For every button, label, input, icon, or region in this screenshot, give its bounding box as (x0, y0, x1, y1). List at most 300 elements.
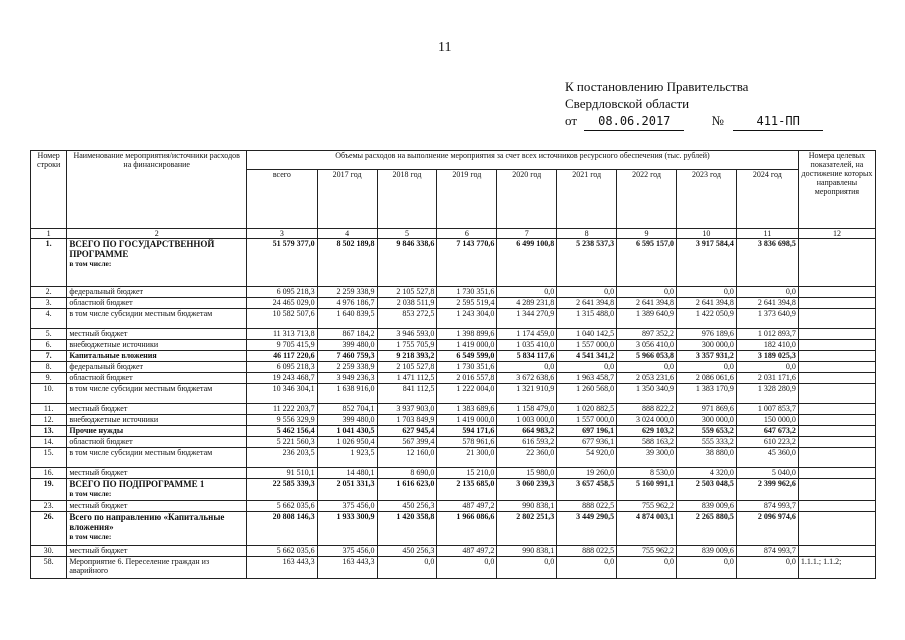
col-2024: 2024 год (736, 170, 798, 229)
col-row-no: Номер строки (31, 151, 67, 229)
value-cell: 0,0 (497, 557, 557, 579)
target-cell (798, 287, 875, 298)
value-cell: 3 357 931,2 (676, 351, 736, 362)
value-cell: 1 557 000,0 (557, 415, 617, 426)
row-name (67, 351, 247, 362)
target-cell (798, 512, 875, 546)
row-number: 13. (31, 426, 67, 437)
value-cell: 399 480,0 (317, 415, 377, 426)
value-cell: 1 419 000,0 (437, 340, 497, 351)
value-cell: 182 410,0 (736, 340, 798, 351)
value-cell: 163 443,3 (317, 557, 377, 579)
table-row (31, 351, 876, 362)
header-no-sign: № (711, 113, 724, 128)
target-cell (798, 329, 875, 340)
row-name-text: в том числе субсидии местным бюджетам (69, 384, 213, 393)
target-cell (798, 309, 875, 329)
row-name (67, 468, 247, 479)
col-2020: 2020 год (497, 170, 557, 229)
value-cell: 45 360,0 (736, 448, 798, 468)
row-name-text: Прочие нужды (69, 426, 124, 435)
value-cell: 2 641 394,8 (736, 298, 798, 309)
value-cell: 1 703 849,9 (377, 415, 437, 426)
value-cell: 0,0 (617, 362, 677, 373)
value-cell: 2 641 394,8 (676, 298, 736, 309)
value-cell: 0,0 (736, 287, 798, 298)
row-number: 23. (31, 501, 67, 512)
target-cell (798, 437, 875, 448)
value-cell: 2 086 061,6 (676, 373, 736, 384)
row-name-text: Мероприятие 6. Переселение граждан из аварийного (69, 557, 210, 575)
value-cell: 10 346 304,1 (247, 384, 318, 404)
value-cell: 567 399,4 (377, 437, 437, 448)
value-cell: 54 920,0 (557, 448, 617, 468)
value-cell: 2 135 685,0 (437, 479, 497, 501)
value-cell: 4 874 003,1 (617, 512, 677, 546)
row-number: 7. (31, 351, 67, 362)
value-cell: 1 003 000,0 (497, 415, 557, 426)
value-cell: 888 022,5 (557, 501, 617, 512)
value-cell: 9 556 329,9 (247, 415, 318, 426)
value-cell: 2 259 338,9 (317, 362, 377, 373)
row-name-text: в том числе субсидии местным бюджетам (69, 448, 213, 457)
value-cell: 375 456,0 (317, 546, 377, 557)
value-cell: 1 344 270,9 (497, 309, 557, 329)
value-cell: 5 662 035,6 (247, 501, 318, 512)
row-name (67, 415, 247, 426)
row-name-text: местный бюджет (69, 501, 128, 510)
value-cell: 15 980,0 (497, 468, 557, 479)
value-cell: 2 051 331,3 (317, 479, 377, 501)
row-name (67, 546, 247, 557)
value-cell: 2 038 511,9 (377, 298, 437, 309)
page-number: 11 (438, 40, 452, 55)
row-name (67, 479, 247, 501)
value-cell: 1 616 623,0 (377, 479, 437, 501)
value-cell: 852 704,1 (317, 404, 377, 415)
col-total: всего (247, 170, 318, 229)
value-cell: 2 105 527,8 (377, 287, 437, 298)
row-name-text: местный бюджет (69, 468, 128, 477)
target-cell (798, 479, 875, 501)
row-number: 6. (31, 340, 67, 351)
value-cell: 1 315 488,0 (557, 309, 617, 329)
value-cell: 6 095 218,3 (247, 362, 318, 373)
row-name (67, 426, 247, 437)
column-index: 11 (736, 229, 798, 239)
value-cell: 0,0 (736, 362, 798, 373)
value-cell: 1 350 340,9 (617, 384, 677, 404)
value-cell: 629 103,2 (617, 426, 677, 437)
value-cell: 594 171,6 (437, 426, 497, 437)
col-2021: 2021 год (557, 170, 617, 229)
value-cell: 2 641 394,8 (617, 298, 677, 309)
value-cell: 150 000,0 (736, 415, 798, 426)
value-cell: 5 966 053,8 (617, 351, 677, 362)
value-cell: 0,0 (497, 287, 557, 298)
value-cell: 853 272,5 (377, 309, 437, 329)
value-cell: 3 056 410,0 (617, 340, 677, 351)
value-cell: 7 143 770,6 (437, 239, 497, 287)
row-number: 10. (31, 384, 67, 404)
value-cell: 888 022,5 (557, 546, 617, 557)
value-cell: 8 502 189,8 (317, 239, 377, 287)
table-row (31, 448, 876, 468)
row-number: 3. (31, 298, 67, 309)
row-number: 12. (31, 415, 67, 426)
value-cell: 897 352,2 (617, 329, 677, 340)
value-cell: 2 595 519,4 (437, 298, 497, 309)
budget-table (30, 150, 876, 579)
value-cell: 1 966 086,6 (437, 512, 497, 546)
value-cell: 236 203,5 (247, 448, 318, 468)
row-number: 16. (31, 468, 67, 479)
row-number: 1. (31, 239, 67, 287)
col-name: Наименование мероприятия/источники расходов на финансирование (67, 151, 247, 229)
value-cell: 3 946 593,0 (377, 329, 437, 340)
table-row (31, 404, 876, 415)
value-cell: 1 007 853,7 (736, 404, 798, 415)
value-cell: 2 016 557,8 (437, 373, 497, 384)
value-cell: 14 480,1 (317, 468, 377, 479)
target-cell (798, 298, 875, 309)
target-cell (798, 373, 875, 384)
row-name-text: местный бюджет (69, 329, 128, 338)
value-cell: 610 223,2 (736, 437, 798, 448)
value-cell: 874 993,7 (736, 546, 798, 557)
value-cell: 15 210,0 (437, 468, 497, 479)
value-cell: 6 499 100,8 (497, 239, 557, 287)
value-cell: 300 000,0 (676, 415, 736, 426)
value-cell: 39 300,0 (617, 448, 677, 468)
row-number: 8. (31, 362, 67, 373)
value-cell: 1 012 893,7 (736, 329, 798, 340)
value-cell: 1 383 689,6 (437, 404, 497, 415)
row-number: 14. (31, 437, 67, 448)
value-cell: 5 834 117,6 (497, 351, 557, 362)
row-number: 19. (31, 479, 67, 501)
col-2022: 2022 год (617, 170, 677, 229)
value-cell: 1 730 351,6 (437, 287, 497, 298)
value-cell: 1 933 300,9 (317, 512, 377, 546)
value-cell: 20 808 146,3 (247, 512, 318, 546)
value-cell: 578 961,6 (437, 437, 497, 448)
target-cell (798, 448, 875, 468)
value-cell: 3 672 638,6 (497, 373, 557, 384)
header-line-3 (565, 112, 823, 131)
value-cell: 8 530,0 (617, 468, 677, 479)
value-cell: 450 256,3 (377, 501, 437, 512)
row-subtitle: в том числе: (69, 532, 112, 541)
value-cell: 1 398 899,6 (437, 329, 497, 340)
value-cell: 990 838,1 (497, 501, 557, 512)
row-number: 9. (31, 373, 67, 384)
value-cell: 5 160 991,1 (617, 479, 677, 501)
table-row (31, 362, 876, 373)
value-cell: 1 020 882,5 (557, 404, 617, 415)
target-cell (798, 426, 875, 437)
value-cell: 2 641 394,8 (557, 298, 617, 309)
value-cell: 588 163,2 (617, 437, 677, 448)
table-row (31, 239, 876, 287)
value-cell: 664 983,2 (497, 426, 557, 437)
value-cell: 3 189 025,3 (736, 351, 798, 362)
value-cell: 1 321 910,9 (497, 384, 557, 404)
row-name-text: местный бюджет (69, 546, 128, 555)
value-cell: 867 184,2 (317, 329, 377, 340)
value-cell: 9 218 393,2 (377, 351, 437, 362)
row-number: 2. (31, 287, 67, 298)
value-cell: 1 638 916,0 (317, 384, 377, 404)
row-number: 11. (31, 404, 67, 415)
value-cell: 5 040,0 (736, 468, 798, 479)
row-name (67, 298, 247, 309)
table-row (31, 373, 876, 384)
value-cell: 1 422 050,9 (676, 309, 736, 329)
row-name (67, 373, 247, 384)
table-row (31, 479, 876, 501)
row-name-text: внебюджетные источники (69, 340, 159, 349)
value-cell: 1 963 458,7 (557, 373, 617, 384)
col-2018: 2018 год (377, 170, 437, 229)
column-index: 6 (437, 229, 497, 239)
column-index: 10 (676, 229, 736, 239)
value-cell: 9 846 338,6 (377, 239, 437, 287)
row-name-text: внебюджетные источники (69, 415, 159, 424)
value-cell: 976 189,6 (676, 329, 736, 340)
value-cell: 3 836 698,5 (736, 239, 798, 287)
row-name-text: областной бюджет (69, 437, 133, 446)
column-index: 8 (557, 229, 617, 239)
row-name (67, 239, 247, 287)
row-number: 26. (31, 512, 67, 546)
value-cell: 24 465 029,0 (247, 298, 318, 309)
target-cell (798, 239, 875, 287)
decree-date: 08.06.2017 (584, 113, 684, 131)
value-cell: 677 936,1 (557, 437, 617, 448)
target-cell (798, 501, 875, 512)
value-cell: 38 880,0 (676, 448, 736, 468)
value-cell: 5 238 537,3 (557, 239, 617, 287)
value-cell: 1 026 950,4 (317, 437, 377, 448)
row-number: 4. (31, 309, 67, 329)
row-subtitle: в том числе: (69, 259, 112, 268)
row-name (67, 384, 247, 404)
value-cell: 11 222 203,7 (247, 404, 318, 415)
value-cell: 0,0 (557, 557, 617, 579)
value-cell: 0,0 (736, 557, 798, 579)
value-cell: 6 595 157,0 (617, 239, 677, 287)
row-subtitle: в том числе: (69, 489, 112, 498)
value-cell: 3 657 458,5 (557, 479, 617, 501)
value-cell: 1 243 304,0 (437, 309, 497, 329)
value-cell: 1 923,5 (317, 448, 377, 468)
table-row (31, 437, 876, 448)
table-row (31, 309, 876, 329)
row-name (67, 437, 247, 448)
value-cell: 971 869,6 (676, 404, 736, 415)
row-number: 5. (31, 329, 67, 340)
target-cell (798, 468, 875, 479)
value-cell: 1 420 358,8 (377, 512, 437, 546)
table-row (31, 468, 876, 479)
row-name-text: федеральный бюджет (69, 362, 143, 371)
value-cell: 8 690,0 (377, 468, 437, 479)
row-name-text: в том числе субсидии местным бюджетам (69, 309, 213, 318)
row-name-text: местный бюджет (69, 404, 128, 413)
value-cell: 3 917 584,4 (676, 239, 736, 287)
value-cell: 9 705 415,9 (247, 340, 318, 351)
value-cell: 0,0 (497, 362, 557, 373)
value-cell: 841 112,5 (377, 384, 437, 404)
target-cell (798, 351, 875, 362)
column-index: 1 (31, 229, 67, 239)
value-cell: 2 399 962,6 (736, 479, 798, 501)
header-line-1: К постановлению Правительства (565, 79, 749, 94)
column-index-row (31, 229, 876, 239)
value-cell: 1 174 459,0 (497, 329, 557, 340)
value-cell: 2 259 338,9 (317, 287, 377, 298)
row-name (67, 404, 247, 415)
col-2017: 2017 год (317, 170, 377, 229)
value-cell: 11 313 713,8 (247, 329, 318, 340)
target-cell: 1.1.1.; 1.1.2; (798, 557, 875, 579)
decree-number: 411-ПП (733, 113, 823, 131)
value-cell: 0,0 (676, 362, 736, 373)
column-index: 7 (497, 229, 557, 239)
value-cell: 91 510,1 (247, 468, 318, 479)
value-cell: 4 320,0 (676, 468, 736, 479)
target-cell (798, 415, 875, 426)
row-number: 58. (31, 557, 67, 579)
value-cell: 2 031 171,6 (736, 373, 798, 384)
value-cell: 2 802 251,3 (497, 512, 557, 546)
value-cell: 1 222 004,0 (437, 384, 497, 404)
row-name-text: ВСЕГО ПО ГОСУДАРСТВЕННОЙ ПРОГРАММЕ (69, 239, 215, 259)
value-cell: 874 993,7 (736, 501, 798, 512)
col-volumes: Объемы расходов на выполнение мероприятия за счет всех источников ресурсного обеспечения (тыс. рублей) (247, 151, 799, 170)
value-cell: 1 755 705,9 (377, 340, 437, 351)
table-row (31, 415, 876, 426)
row-name (67, 557, 247, 579)
row-name-text: областной бюджет (69, 298, 133, 307)
value-cell: 5 662 035,6 (247, 546, 318, 557)
col-2023: 2023 год (676, 170, 736, 229)
row-name (67, 501, 247, 512)
value-cell: 2 053 231,6 (617, 373, 677, 384)
row-name-text: Всего по направлению «Капитальные вложения» (69, 512, 225, 532)
value-cell: 0,0 (676, 557, 736, 579)
column-index: 9 (617, 229, 677, 239)
value-cell: 1 730 351,6 (437, 362, 497, 373)
value-cell: 375 456,0 (317, 501, 377, 512)
value-cell: 627 945,4 (377, 426, 437, 437)
value-cell: 3 060 239,3 (497, 479, 557, 501)
value-cell: 1 373 640,9 (736, 309, 798, 329)
value-cell: 0,0 (676, 287, 736, 298)
value-cell: 1 035 410,0 (497, 340, 557, 351)
value-cell: 1 158 479,0 (497, 404, 557, 415)
value-cell: 6 095 218,3 (247, 287, 318, 298)
value-cell: 19 243 468,7 (247, 373, 318, 384)
decree-header (565, 78, 823, 131)
value-cell: 0,0 (617, 557, 677, 579)
value-cell: 559 653,2 (676, 426, 736, 437)
value-cell: 487 497,2 (437, 501, 497, 512)
value-cell: 4 289 231,8 (497, 298, 557, 309)
value-cell: 399 480,0 (317, 340, 377, 351)
target-cell (798, 384, 875, 404)
table-row (31, 426, 876, 437)
row-name (67, 287, 247, 298)
value-cell: 3 937 903,0 (377, 404, 437, 415)
header-line-2: Свердловской области (565, 96, 690, 111)
value-cell: 6 549 599,0 (437, 351, 497, 362)
table-row (31, 287, 876, 298)
row-number: 15. (31, 448, 67, 468)
value-cell: 3 949 236,3 (317, 373, 377, 384)
column-index: 5 (377, 229, 437, 239)
value-cell: 1 640 839,5 (317, 309, 377, 329)
column-index: 2 (67, 229, 247, 239)
col-2019: 2019 год (437, 170, 497, 229)
table-row (31, 298, 876, 309)
row-name (67, 340, 247, 351)
value-cell: 0,0 (437, 557, 497, 579)
row-name (67, 512, 247, 546)
row-name-text: федеральный бюджет (69, 287, 143, 296)
value-cell: 755 962,2 (617, 501, 677, 512)
table-row (31, 512, 876, 546)
value-cell: 616 593,2 (497, 437, 557, 448)
value-cell: 3 024 000,0 (617, 415, 677, 426)
value-cell: 2 105 527,8 (377, 362, 437, 373)
value-cell: 1 383 170,9 (676, 384, 736, 404)
table-row (31, 557, 876, 579)
value-cell: 22 585 339,3 (247, 479, 318, 501)
value-cell: 647 673,2 (736, 426, 798, 437)
table-row (31, 329, 876, 340)
target-cell (798, 546, 875, 557)
header-ot: от (565, 113, 578, 128)
row-name-text: ВСЕГО ПО ПОДПРОГРАММЕ 1 (69, 479, 205, 489)
col-targets: Номера целевых показателей, на достижение которых направлены мероприятия (798, 151, 875, 229)
value-cell: 19 260,0 (557, 468, 617, 479)
value-cell: 1 041 430,5 (317, 426, 377, 437)
value-cell: 1 040 142,5 (557, 329, 617, 340)
value-cell: 0,0 (557, 362, 617, 373)
target-cell (798, 404, 875, 415)
value-cell: 51 579 377,0 (247, 239, 318, 287)
column-index: 12 (798, 229, 875, 239)
value-cell: 46 117 220,6 (247, 351, 318, 362)
target-cell (798, 340, 875, 351)
value-cell: 487 497,2 (437, 546, 497, 557)
value-cell: 12 160,0 (377, 448, 437, 468)
row-name-text: Капитальные вложения (69, 351, 157, 360)
row-name (67, 362, 247, 373)
row-name (67, 309, 247, 329)
row-number: 30. (31, 546, 67, 557)
value-cell: 990 838,1 (497, 546, 557, 557)
row-name-text: областной бюджет (69, 373, 133, 382)
value-cell: 755 962,2 (617, 546, 677, 557)
value-cell: 2 265 880,5 (676, 512, 736, 546)
value-cell: 22 360,0 (497, 448, 557, 468)
value-cell: 0,0 (557, 287, 617, 298)
value-cell: 839 009,6 (676, 546, 736, 557)
value-cell: 7 460 759,3 (317, 351, 377, 362)
